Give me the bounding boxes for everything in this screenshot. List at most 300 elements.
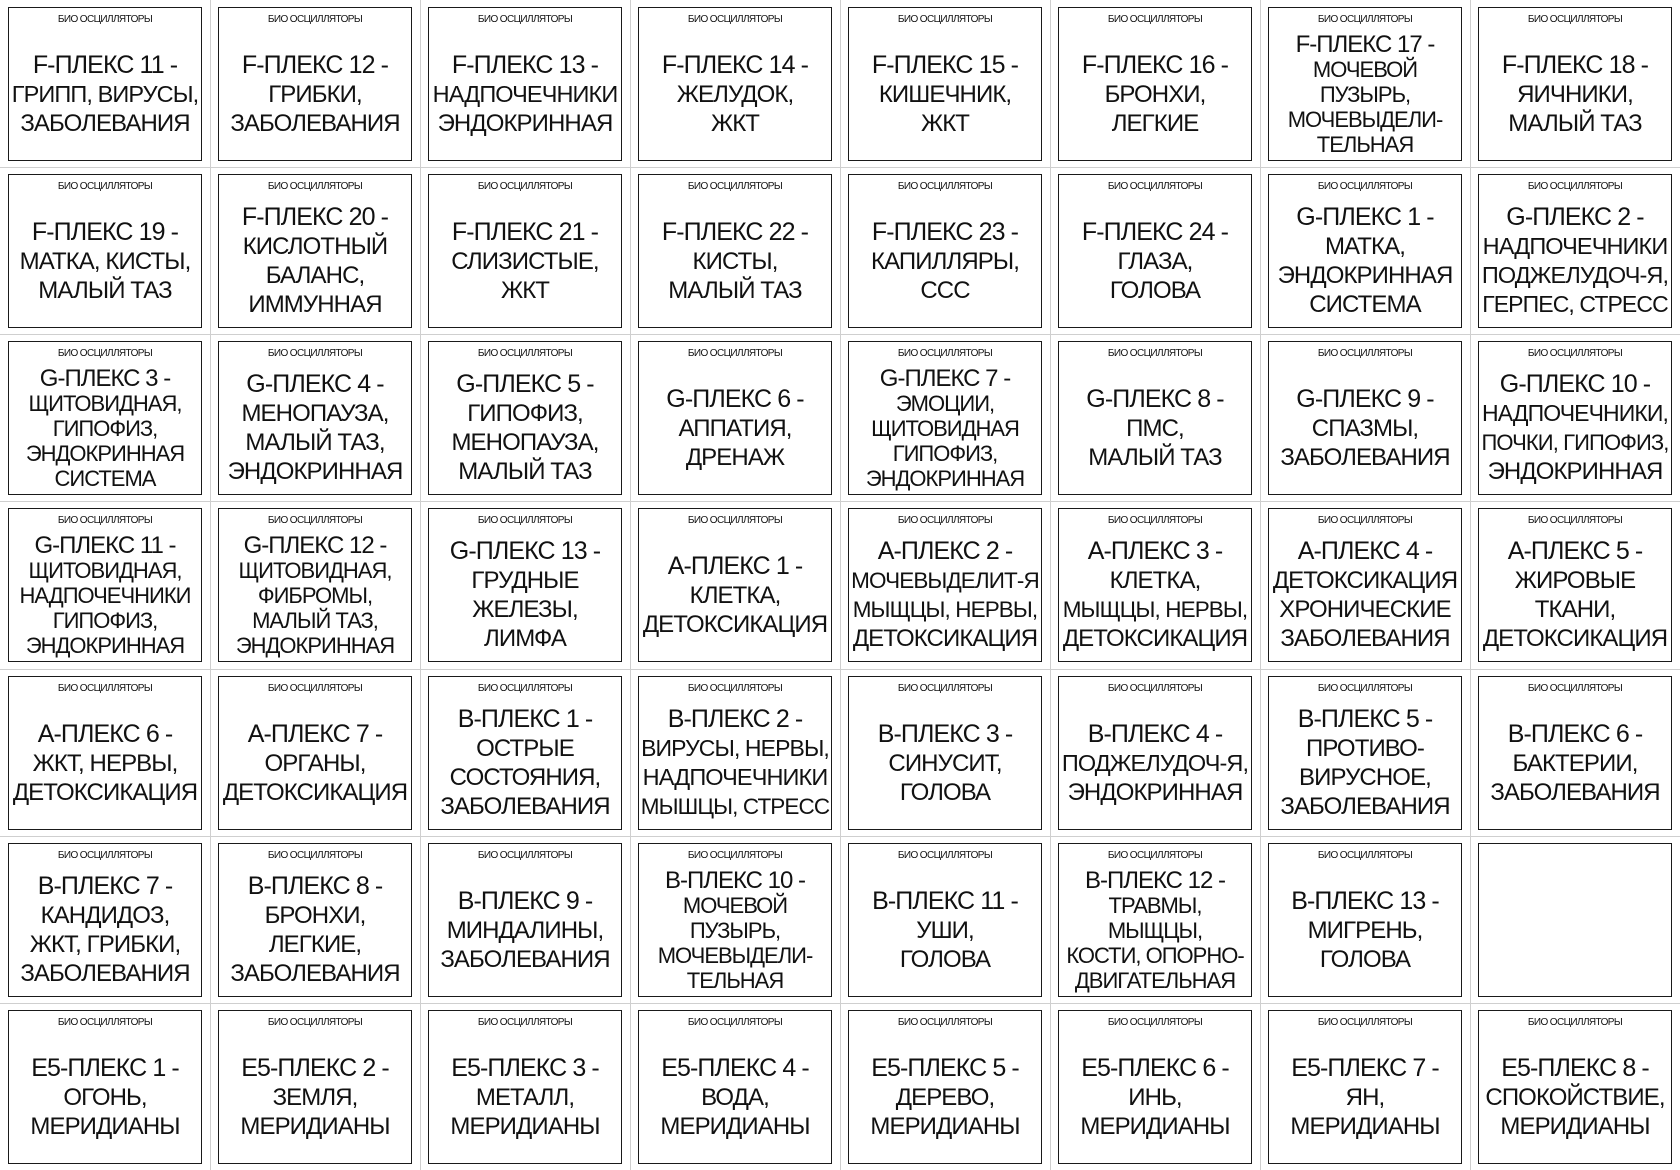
card-description-line: МОЧЕВЫДЕЛИ- (1287, 106, 1443, 132)
card-title: Е5-ПЛЕКС 4 - (661, 1053, 809, 1082)
card-description-line: МАЛЫЙ ТАЗ (38, 276, 172, 304)
card-title: G-ПЛЕКС 12 - (243, 531, 387, 559)
card-description-line: ДЕРЕВО, (895, 1083, 995, 1111)
label-cell (840, 0, 1050, 167)
card-title: В-ПЛЕКС 11 - (872, 886, 1018, 915)
card-description-line: ОСТРЫЕ (476, 735, 574, 762)
card-title: F-ПЛЕКС 19 - (31, 217, 179, 246)
card-description-line: ТЕЛЬНАЯ (686, 967, 784, 993)
card-body (849, 197, 1041, 325)
label-cell (840, 669, 1050, 836)
card-title: Е5-ПЛЕКС 3 - (451, 1053, 599, 1082)
card-description-line: МИНДАЛИНЫ, (446, 916, 604, 944)
card-body (219, 30, 411, 158)
card-description-line: ФИБРОМЫ, (257, 582, 373, 608)
card-body (429, 699, 621, 827)
card-body (1059, 30, 1251, 158)
card-body (849, 531, 1041, 659)
card-description-line: ЛЕГКИЕ (1111, 109, 1199, 137)
card-body (849, 866, 1041, 994)
card-description-line: ИНЬ, (1128, 1083, 1182, 1111)
card-body (849, 699, 1041, 827)
card-description-line: ГРИПП, ВИРУСЫ, (11, 80, 199, 107)
card-description-line: МОЧЕВОЙ (1312, 56, 1418, 82)
card-body (639, 531, 831, 659)
label-card (1268, 508, 1462, 662)
card-body (9, 364, 201, 492)
card-description-line: МЕРИДИАНЫ (1500, 1112, 1650, 1140)
label-cell (1260, 167, 1470, 334)
card-description-line: ЛЕГКИЕ, (268, 931, 362, 958)
label-card (638, 843, 832, 997)
card-description-line: ЖКТ (710, 109, 760, 137)
card-title: В-ПЛЕКС 1 - (457, 705, 593, 733)
card-description-line: ИММУННАЯ (248, 291, 382, 318)
card-header: БИО ОСЦИЛЛЯТОРЫ (57, 850, 153, 861)
card-body (1059, 531, 1251, 659)
label-card (848, 341, 1042, 495)
card-description-line: ЗАБОЛЕВАНИЯ (1280, 443, 1450, 471)
card-body (1479, 30, 1671, 158)
label-cell (840, 501, 1050, 668)
card-title: G-ПЛЕКС 10 - (1499, 370, 1651, 398)
label-cell (210, 0, 420, 167)
card-description-line: КЛЕТКА, (1109, 567, 1201, 594)
card-description-line: ГЛАЗА, (1117, 247, 1193, 275)
card-description-line: ЭНДОКРИННАЯ (1067, 778, 1243, 806)
label-card (8, 676, 202, 830)
label-card (1058, 7, 1252, 161)
label-cell (630, 1003, 840, 1170)
card-body (1059, 866, 1251, 994)
label-card (848, 843, 1042, 997)
card-description-line: ЗАБОЛЕВАНИЯ (20, 960, 190, 987)
card-title: В-ПЛЕКС 12 - (1084, 866, 1226, 894)
card-description-line: ЭНДОКРИННАЯ (25, 440, 185, 466)
card-body (1269, 699, 1461, 827)
card-description-line: ЗАБОЛЕВАНИЯ (440, 793, 610, 820)
card-body (1479, 1033, 1671, 1161)
label-cell (1260, 0, 1470, 167)
card-header: БИО ОСЦИЛЛЯТОРЫ (477, 515, 573, 526)
card-description-line: ЭНДОКРИННАЯ (1277, 262, 1453, 289)
card-description-line: ЭНДОКРИННАЯ (227, 458, 403, 485)
label-cell (0, 0, 210, 167)
label-cell (1470, 501, 1680, 668)
label-card (1478, 1010, 1672, 1164)
label-card (218, 508, 412, 662)
card-header: БИО ОСЦИЛЛЯТОРЫ (687, 348, 783, 359)
card-description-line: КИСЛОТНЫЙ (242, 233, 388, 260)
card-header: БИО ОСЦИЛЛЯТОРЫ (267, 1017, 363, 1028)
label-card (1268, 676, 1462, 830)
card-description-line: МАЛЫЙ ТАЗ (668, 276, 802, 304)
card-description-line: ЗАБОЛЕВАНИЯ (230, 109, 400, 137)
card-title: Е5-ПЛЕКС 8 - (1501, 1053, 1649, 1082)
label-card (1058, 1010, 1252, 1164)
card-header: БИО ОСЦИЛЛЯТОРЫ (687, 850, 783, 861)
card-description-line: ТРАВМЫ, (1108, 892, 1202, 918)
card-title: А-ПЛЕКС 3 - (1087, 537, 1223, 565)
card-title: А-ПЛЕКС 4 - (1297, 537, 1433, 565)
card-title: G-ПЛЕКС 4 - (246, 370, 384, 398)
card-header: БИО ОСЦИЛЛЯТОРЫ (477, 14, 573, 25)
card-body (429, 531, 621, 659)
label-card (848, 676, 1042, 830)
card-body (219, 1033, 411, 1161)
card-description-line: ГОЛОВА (899, 945, 991, 973)
card-description-line: ГИПОФИЗ, (52, 607, 158, 633)
label-cell (1260, 501, 1470, 668)
card-title: В-ПЛЕКС 5 - (1297, 705, 1433, 733)
card-header: БИО ОСЦИЛЛЯТОРЫ (267, 14, 363, 25)
card-title: F-ПЛЕКС 23 - (871, 217, 1019, 246)
card-description-line: ЗАБОЛЕВАНИЯ (1280, 625, 1450, 652)
card-title: F-ПЛЕКС 15 - (871, 50, 1019, 79)
card-description-line: ЖКТ, НЕРВЫ, (32, 749, 178, 777)
card-body (1269, 197, 1461, 325)
label-cell (210, 167, 420, 334)
card-description-line: МЕРИДИАНЫ (240, 1112, 390, 1140)
card-header: БИО ОСЦИЛЛЯТОРЫ (57, 181, 153, 192)
card-header: БИО ОСЦИЛЛЯТОРЫ (687, 181, 783, 192)
card-description-line: МИГРЕНЬ, (1307, 916, 1423, 944)
card-header: БИО ОСЦИЛЛЯТОРЫ (1107, 1017, 1203, 1028)
card-description-line: ДЕТОКСИКАЦИЯ (222, 778, 408, 806)
card-description-line: ДЕТОКСИКАЦИЯ (852, 625, 1038, 652)
card-title: А-ПЛЕКС 7 - (247, 719, 383, 748)
label-cell (1050, 501, 1260, 668)
card-header: БИО ОСЦИЛЛЯТОРЫ (1527, 348, 1623, 359)
card-body (1269, 866, 1461, 994)
card-header: БИО ОСЦИЛЛЯТОРЫ (1527, 683, 1623, 694)
label-card (1058, 676, 1252, 830)
card-description-line: КИСТЫ, (692, 247, 778, 275)
label-card (1478, 7, 1672, 161)
card-body (219, 364, 411, 492)
card-description-line: НАДПОЧЕЧНИКИ (642, 764, 828, 790)
label-card (638, 508, 832, 662)
card-description-line: ОРГАНЫ, (264, 749, 366, 777)
card-description-line: СЛИЗИСТЫЕ, (451, 247, 599, 275)
card-title: В-ПЛЕКС 2 - (667, 705, 803, 733)
label-cell (1050, 669, 1260, 836)
card-body (1269, 30, 1461, 158)
card-description-line: МАЛЫЙ ТАЗ (1088, 443, 1222, 471)
card-title: F-ПЛЕКС 16 - (1081, 50, 1229, 79)
card-title: А-ПЛЕКС 2 - (877, 537, 1013, 565)
card-header: БИО ОСЦИЛЛЯТОРЫ (1107, 348, 1203, 359)
label-cell (0, 167, 210, 334)
card-description-line: ПУЗЫРЬ, (689, 917, 781, 943)
label-card (428, 843, 622, 997)
label-cell (420, 1003, 630, 1170)
label-cell (630, 501, 840, 668)
card-header: БИО ОСЦИЛЛЯТОРЫ (477, 850, 573, 861)
label-cell (630, 334, 840, 501)
label-cell (1470, 167, 1680, 334)
card-header: БИО ОСЦИЛЛЯТОРЫ (57, 14, 153, 25)
card-description-line: ЗАБОЛЕВАНИЯ (1490, 778, 1660, 806)
card-description-line: ДЕТОКСИКАЦИЯ (642, 610, 828, 638)
card-description-line: БРОНХИ, (264, 902, 366, 929)
label-cell (1260, 1003, 1470, 1170)
label-card (1058, 341, 1252, 495)
card-description-line: СИСТЕМА (54, 465, 156, 491)
card-title: Е5-ПЛЕКС 7 - (1291, 1053, 1439, 1082)
label-card (638, 7, 832, 161)
label-card (8, 508, 202, 662)
card-title: В-ПЛЕКС 13 - (1291, 886, 1439, 915)
card-body (219, 531, 411, 659)
card-body (9, 531, 201, 659)
label-cell (1260, 669, 1470, 836)
card-description-line: МЕНОПАУЗА, (241, 400, 389, 427)
card-header: БИО ОСЦИЛЛЯТОРЫ (1317, 850, 1413, 861)
card-description-line: БАЛАНС, (265, 262, 365, 289)
card-header: БИО ОСЦИЛЛЯТОРЫ (57, 515, 153, 526)
card-description-line: МЕНОПАУЗА, (451, 429, 599, 456)
label-cell (420, 836, 630, 1003)
card-description-line: ГОЛОВА (899, 778, 991, 806)
card-body (219, 866, 411, 994)
card-description-line: КИШЕЧНИК, (878, 80, 1012, 108)
label-card (848, 174, 1042, 328)
label-cell (1050, 836, 1260, 1003)
card-body (1059, 699, 1251, 827)
card-description-line: ДЕТОКСИКАЦИЯ (1482, 625, 1668, 652)
card-description-line: ЩИТОВИДНАЯ, (28, 557, 182, 583)
card-title: F-ПЛЕКС 21 - (451, 217, 599, 246)
card-description-line: КАПИЛЛЯРЫ, (871, 247, 1019, 275)
label-card (1268, 7, 1462, 161)
card-title: F-ПЛЕКС 17 - (1295, 30, 1435, 58)
card-description-line: МАЛЫЙ ТАЗ, (252, 607, 378, 633)
label-cell (840, 1003, 1050, 1170)
card-body (849, 1033, 1041, 1161)
label-cell (1050, 0, 1260, 167)
label-card (218, 843, 412, 997)
label-cell (420, 334, 630, 501)
card-header: БИО ОСЦИЛЛЯТОРЫ (267, 515, 363, 526)
label-card (1058, 174, 1252, 328)
card-description-line: ЖКТ (500, 276, 550, 304)
label-cell (630, 167, 840, 334)
card-description-line: ДРЕНАЖ (685, 443, 785, 471)
label-cell (840, 334, 1050, 501)
card-description-line: ПОДЖЕЛУДОЧ-Я, (1481, 262, 1669, 288)
label-cell (420, 501, 630, 668)
card-description-line: ЭНДОКРИННАЯ (865, 465, 1025, 491)
card-description-line: МЫЩЦЫ, НЕРВЫ, (852, 597, 1038, 622)
card-header: БИО ОСЦИЛЛЯТОРЫ (1527, 515, 1623, 526)
card-description-line: ЗЕМЛЯ, (272, 1083, 358, 1111)
label-card (1478, 174, 1672, 328)
card-description-line: ЗАБОЛЕВАНИЯ (20, 109, 190, 137)
card-header: БИО ОСЦИЛЛЯТОРЫ (1317, 181, 1413, 192)
card-title: F-ПЛЕКС 14 - (661, 50, 809, 79)
label-cell (420, 669, 630, 836)
card-description-line: БАКТЕРИИ, (1512, 749, 1638, 777)
card-body (429, 866, 621, 994)
card-description-line: МЫЩЦЫ, (1107, 917, 1203, 943)
card-description-line: НАДПОЧЕЧНИКИ (432, 80, 618, 107)
card-title: G-ПЛЕКС 13 - (449, 537, 601, 565)
card-description-line: ЩИТОВИДНАЯ (871, 415, 1019, 441)
card-title: Е5-ПЛЕКС 6 - (1081, 1053, 1229, 1082)
label-card (1478, 508, 1672, 662)
card-body (1479, 531, 1671, 659)
card-body (9, 30, 201, 158)
card-header: БИО ОСЦИЛЛЯТОРЫ (897, 1017, 993, 1028)
card-title: G-ПЛЕКС 9 - (1296, 384, 1434, 413)
card-header: БИО ОСЦИЛЛЯТОРЫ (687, 515, 783, 526)
card-title: G-ПЛЕКС 1 - (1296, 203, 1434, 231)
card-description-line: ПОЧКИ, ГИПОФИЗ, (1481, 430, 1669, 455)
label-cell (420, 167, 630, 334)
card-title: F-ПЛЕКС 11 - (32, 50, 178, 79)
card-title: F-ПЛЕКС 22 - (661, 217, 809, 246)
label-cell (630, 0, 840, 167)
card-description-line: ХРОНИЧЕСКИЕ (1279, 596, 1451, 623)
card-title: В-ПЛЕКС 8 - (247, 872, 383, 900)
card-description-line: ЭНДОКРИННАЯ (1487, 458, 1663, 485)
label-card (848, 7, 1042, 161)
label-card (428, 341, 622, 495)
card-body (1479, 197, 1671, 325)
card-title: G-ПЛЕКС 3 - (39, 364, 171, 392)
card-description-line: НАДПОЧЕЧНИКИ (1482, 233, 1668, 259)
label-cell (0, 836, 210, 1003)
card-header: БИО ОСЦИЛЛЯТОРЫ (57, 1017, 153, 1028)
card-body (429, 364, 621, 492)
card-header: БИО ОСЦИЛЛЯТОРЫ (267, 181, 363, 192)
card-header: БИО ОСЦИЛЛЯТОРЫ (267, 683, 363, 694)
label-cell (630, 669, 840, 836)
label-card (848, 1010, 1042, 1164)
card-description-line: МЫЩЦЫ, НЕРВЫ, (1062, 597, 1248, 622)
label-card (1268, 341, 1462, 495)
card-description-line: ТКАНИ, (1534, 596, 1616, 623)
card-header: БИО ОСЦИЛЛЯТОРЫ (57, 683, 153, 694)
label-cell (840, 167, 1050, 334)
card-description-line: ПОДЖЕЛУДОЧ-Я, (1061, 749, 1249, 776)
card-description-line: ЖКТ, ГРИБКИ, (29, 931, 181, 958)
card-title: В-ПЛЕКС 9 - (457, 886, 593, 915)
label-cell (0, 501, 210, 668)
card-description-line: МЕРИДИАНЫ (1290, 1112, 1440, 1140)
card-header: БИО ОСЦИЛЛЯТОРЫ (477, 1017, 573, 1028)
card-body (1059, 197, 1251, 325)
card-description-line: ГОЛОВА (1109, 276, 1201, 304)
label-card (8, 341, 202, 495)
label-cell (1050, 334, 1260, 501)
label-cell (210, 501, 420, 668)
label-card (218, 341, 412, 495)
card-header: БИО ОСЦИЛЛЯТОРЫ (687, 14, 783, 25)
card-description-line: ДЕТОКСИКАЦИЯ (12, 778, 198, 806)
card-description-line: ОГОНЬ, (63, 1083, 147, 1111)
card-header: БИО ОСЦИЛЛЯТОРЫ (1527, 1017, 1623, 1028)
card-header: БИО ОСЦИЛЛЯТОРЫ (897, 14, 993, 25)
card-header: БИО ОСЦИЛЛЯТОРЫ (1527, 14, 1623, 25)
card-description-line: ЗАБОЛЕВАНИЯ (440, 945, 610, 973)
card-body (9, 699, 201, 827)
card-description-line: МАЛЫЙ ТАЗ (458, 458, 592, 485)
label-card (1478, 676, 1672, 830)
label-card (428, 174, 622, 328)
empty-label-cell (1470, 836, 1680, 1003)
card-title: G-ПЛЕКС 6 - (666, 384, 804, 413)
card-description-line: ВОДА, (701, 1083, 769, 1111)
card-body (1269, 531, 1461, 659)
card-header: БИО ОСЦИЛЛЯТОРЫ (687, 1017, 783, 1028)
card-title: А-ПЛЕКС 6 - (37, 719, 173, 748)
card-description-line: СОСТОЯНИЯ, (449, 764, 601, 791)
card-body (849, 30, 1041, 158)
card-body (849, 364, 1041, 492)
card-description-line: ЗАБОЛЕВАНИЯ (230, 960, 400, 987)
label-card (8, 174, 202, 328)
card-body (1479, 699, 1671, 827)
label-cell (1260, 334, 1470, 501)
card-title: F-ПЛЕКС 20 - (241, 203, 389, 231)
label-cell (210, 836, 420, 1003)
card-description-line: МЕРИДИАНЫ (30, 1112, 180, 1140)
label-card (1478, 341, 1672, 495)
card-header: БИО ОСЦИЛЛЯТОРЫ (1107, 181, 1203, 192)
card-description-line: СПАЗМЫ, (1311, 414, 1419, 442)
card-description-line: МЫШЦЫ, СТРЕСС (640, 794, 830, 819)
card-header: БИО ОСЦИЛЛЯТОРЫ (1107, 683, 1203, 694)
card-title: F-ПЛЕКС 13 - (451, 50, 599, 79)
card-description-line: МЕТАЛЛ, (475, 1083, 575, 1111)
label-cell (1470, 0, 1680, 167)
card-description-line: ЩИТОВИДНАЯ, (28, 390, 182, 416)
card-description-line: ЭНДОКРИННАЯ (25, 632, 185, 658)
label-cell (210, 669, 420, 836)
label-cell (1470, 334, 1680, 501)
card-description-line: ЛИМФА (484, 625, 566, 652)
card-description-line: НАДПОЧЕЧНИКИ, (1482, 400, 1668, 426)
card-header: БИО ОСЦИЛЛЯТОРЫ (1317, 515, 1413, 526)
card-title: F-ПЛЕКС 12 - (241, 50, 389, 79)
card-body (429, 30, 621, 158)
card-header: БИО ОСЦИЛЛЯТОРЫ (687, 683, 783, 694)
label-card (8, 843, 202, 997)
card-description-line: ПУЗЫРЬ, (1319, 81, 1411, 107)
card-title: В-ПЛЕКС 3 - (877, 719, 1013, 748)
card-body (219, 699, 411, 827)
label-cell (1470, 669, 1680, 836)
card-description-line: БРОНХИ, (1104, 80, 1206, 108)
card-header: БИО ОСЦИЛЛЯТОРЫ (57, 348, 153, 359)
card-description-line: ГРИБКИ, (268, 80, 362, 108)
card-description-line: МЕРИДИАНЫ (1080, 1112, 1230, 1140)
card-title: А-ПЛЕКС 1 - (667, 551, 803, 580)
card-description-line: ЭНДОКРИННАЯ (437, 109, 613, 137)
card-title: Е5-ПЛЕКС 1 - (31, 1053, 179, 1082)
card-body (9, 1033, 201, 1161)
card-header: БИО ОСЦИЛЛЯТОРЫ (897, 683, 993, 694)
label-cell (0, 334, 210, 501)
label-card (1268, 1010, 1462, 1164)
card-description-line: ГИПОФИЗ, (52, 415, 158, 441)
card-body (639, 30, 831, 158)
card-body (1479, 364, 1671, 492)
card-description-line: МАТКА, (1324, 233, 1406, 260)
card-title: В-ПЛЕКС 4 - (1087, 719, 1223, 748)
